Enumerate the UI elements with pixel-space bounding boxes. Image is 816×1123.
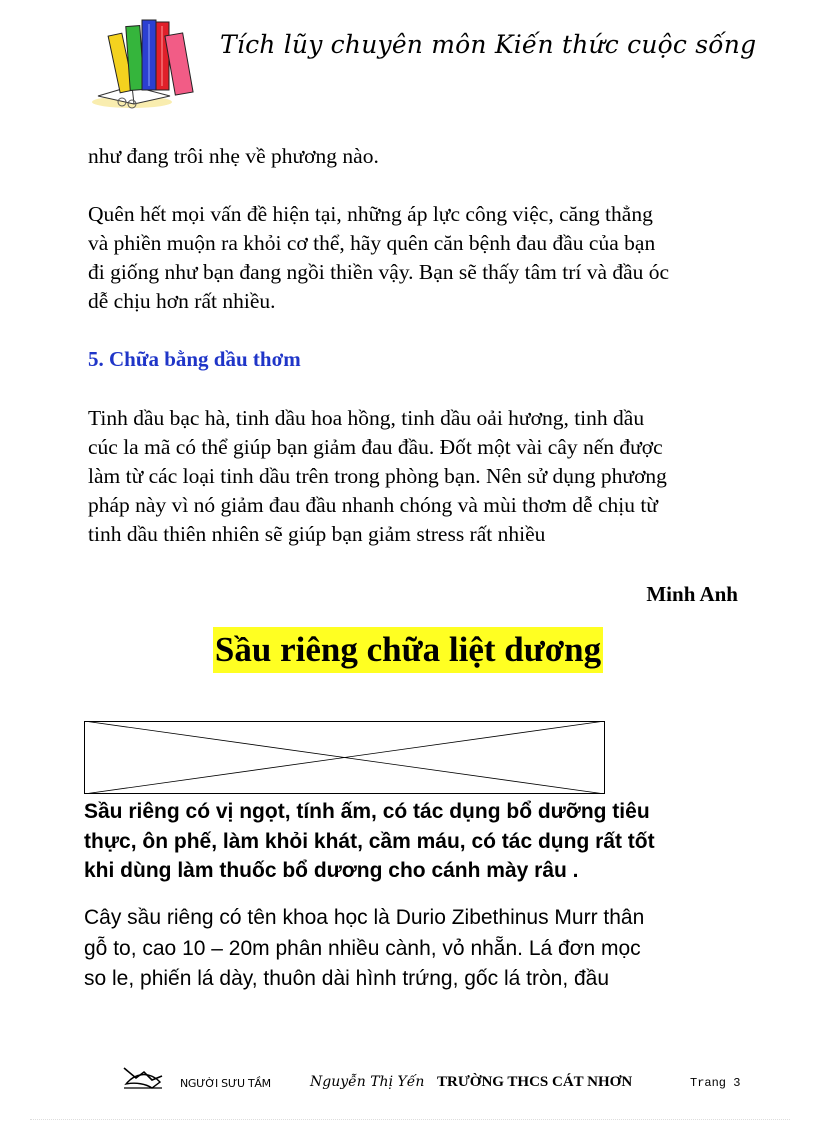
image-placeholder (84, 721, 605, 794)
footer-school: TRƯỜNG THCS CÁT NHƠN (437, 1074, 633, 1090)
footer-divider (30, 1119, 790, 1120)
article-title: Sầu riêng chữa liệt dương (213, 627, 603, 673)
article-lead: Sầu riêng có vị ngọt, tính ấm, có tác dụng bổ dưỡng tiêu thực, ôn phế, làm khỏi khát, cầm máu, có tác dụng rất tốt khi dùng làm thuốc bổ dương cho cánh mày râu . (84, 800, 655, 882)
article-title-wrap (0, 627, 816, 673)
quill-sketch-icon (122, 1062, 166, 1092)
paragraph-3: Tinh dầu bạc hà, tinh dầu hoa hồng, tinh dầu oải hương, tinh dầu cúc la mã có thể giúp bạn giảm đau đầu. Đốt một vài cây nến được làm từ các loại tinh dầu trên trong phòng bạn. Nên sử dụng phương pháp này vì nó giảm đau đầu nhanh chóng và mùi thơm dễ chịu từ tinh dầu thiên nhiên sẽ giúp bạn giảm stress rất nhiều (88, 406, 667, 546)
paragraph-1: như đang trôi nhẹ về phương nào. (88, 144, 379, 168)
footer-page-number: Trang 3 (690, 1076, 741, 1090)
books-icon (84, 12, 204, 112)
author-name: Minh Anh (646, 582, 738, 606)
header-title: Tích lũy chuyên môn Kiến thức cuộc sống (220, 30, 757, 59)
section-heading: 5. Chữa bằng dầu thơm (88, 347, 301, 371)
article-paragraph: Cây sầu riêng có tên khoa học là Durio Zibethinus Murr thân gỗ to, cao 10 – 20m phân nhiều cành, vỏ nhẵn. Lá đơn mọc so le, phiến lá dày, thuôn dài hình trứng, gốc lá tròn, đầu (84, 906, 645, 990)
footer-collector-label: NGƯỜI SƯU TẦM (180, 1077, 271, 1090)
footer-name: Nguyễn Thị Yến (310, 1074, 425, 1090)
paragraph-2: Quên hết mọi vấn đề hiện tại, những áp lực công việc, căng thẳng và phiền muộn ra khỏi cơ thể, hãy quên căn bệnh đau đầu của bạn đi giống như bạn đang ngồi thiền vậy. Bạn sẽ thấy tâm trí và đầu óc dễ chịu hơn rất nhiều. (88, 202, 670, 313)
